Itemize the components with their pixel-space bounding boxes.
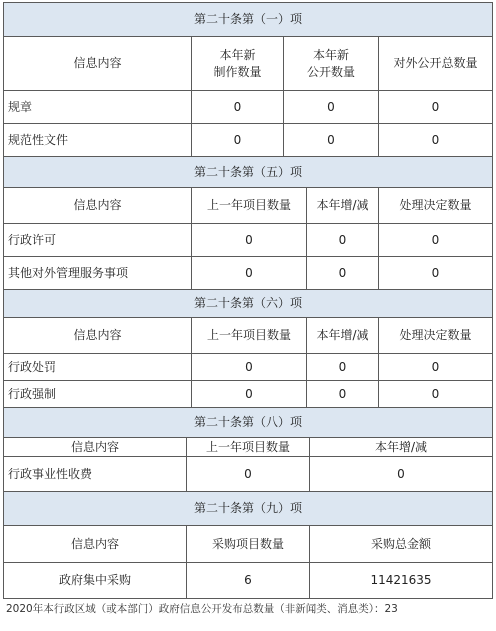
- cell-value: 0: [284, 124, 379, 157]
- column-header-prev-year: 上一年项目数量: [192, 188, 307, 224]
- cell-value: 0: [307, 381, 379, 408]
- column-header-change: 本年增/减: [310, 438, 493, 457]
- column-header-prev-year: 上一年项目数量: [187, 438, 310, 457]
- cell-value: 0: [379, 354, 493, 381]
- cell-value: 0: [192, 91, 284, 124]
- table-row: [4, 124, 493, 157]
- cell-value: 0: [192, 257, 307, 290]
- row-label: 行政事业性收费: [4, 457, 187, 492]
- footer-summary: 2020年本行政区域（或本部门）政府信息公开发布总数量（非新闻类、消息类）：23: [6, 603, 398, 615]
- header-line: 公开数量: [306, 64, 355, 79]
- table-row: [4, 354, 493, 381]
- cell-value: 0: [192, 381, 307, 408]
- row-label: 规章: [4, 91, 192, 124]
- row-label: 行政强制: [4, 381, 192, 408]
- cell-value: 0: [379, 257, 493, 290]
- section-title: 第二十条第（九）项: [4, 492, 493, 526]
- cell-value: 11421635: [310, 563, 493, 599]
- section-title: 第二十条第（八）项: [4, 408, 493, 438]
- cell-value: 6: [187, 563, 310, 599]
- column-header-total: 对外公开总数量: [379, 37, 493, 91]
- cell-value: 0: [307, 354, 379, 381]
- section-6-title-row: [4, 290, 493, 318]
- column-header-info: 信息内容: [4, 318, 192, 354]
- table-row: [4, 563, 493, 599]
- table-row: [4, 224, 493, 257]
- cell-value: 0: [379, 224, 493, 257]
- table-row: [4, 257, 493, 290]
- column-header-purchase-count: 采购项目数量: [187, 526, 310, 563]
- section-6-header-row: [4, 318, 493, 354]
- header-line: 本年新: [219, 47, 256, 62]
- table-row: [4, 381, 493, 408]
- section-8-header-row: [4, 438, 493, 457]
- section-1-title-row: [4, 3, 493, 37]
- column-header-change: 本年增/减: [307, 188, 379, 224]
- cell-value: 0: [379, 381, 493, 408]
- cell-value: 0: [310, 457, 493, 492]
- section-5-header-row: [4, 188, 493, 224]
- section-8-title-row: [4, 408, 493, 438]
- column-header-info: 信息内容: [4, 188, 192, 224]
- cell-value: 0: [379, 124, 493, 157]
- section-9-header-row: [4, 526, 493, 563]
- row-label: 行政许可: [4, 224, 192, 257]
- row-label: 规范性文件: [4, 124, 192, 157]
- column-header-new-published: [284, 37, 379, 91]
- cell-value: 0: [307, 257, 379, 290]
- section-9-title-row: [4, 492, 493, 526]
- disclosure-table: [3, 2, 493, 599]
- section-5-title-row: [4, 157, 493, 188]
- cell-value: 0: [192, 224, 307, 257]
- header-line: 制作数量: [213, 64, 262, 79]
- cell-value: 0: [192, 354, 307, 381]
- section-title: 第二十条第（一）项: [4, 3, 493, 37]
- column-header-info: 信息内容: [4, 37, 192, 91]
- row-label: 政府集中采购: [4, 563, 187, 599]
- cell-value: 0: [379, 91, 493, 124]
- header-line: 本年新: [312, 47, 349, 62]
- cell-value: 0: [187, 457, 310, 492]
- column-header-prev-year: 上一年项目数量: [192, 318, 307, 354]
- column-header-info: 信息内容: [4, 526, 187, 563]
- column-header-decisions: 处理决定数量: [379, 318, 493, 354]
- section-1-header-row: [4, 37, 493, 91]
- row-label: 行政处罚: [4, 354, 192, 381]
- row-label: 其他对外管理服务事项: [4, 257, 192, 290]
- cell-value: 0: [307, 224, 379, 257]
- column-header-decisions: 处理决定数量: [379, 188, 493, 224]
- column-header-new-made: [192, 37, 284, 91]
- column-header-purchase-amount: 采购总金额: [310, 526, 493, 563]
- table-row: [4, 91, 493, 124]
- table-row: [4, 457, 493, 492]
- column-header-info: 信息内容: [4, 438, 187, 457]
- cell-value: 0: [192, 124, 284, 157]
- cell-value: 0: [284, 91, 379, 124]
- column-header-change: 本年增/减: [307, 318, 379, 354]
- section-title: 第二十条第（五）项: [4, 157, 493, 188]
- section-title: 第二十条第（六）项: [4, 290, 493, 318]
